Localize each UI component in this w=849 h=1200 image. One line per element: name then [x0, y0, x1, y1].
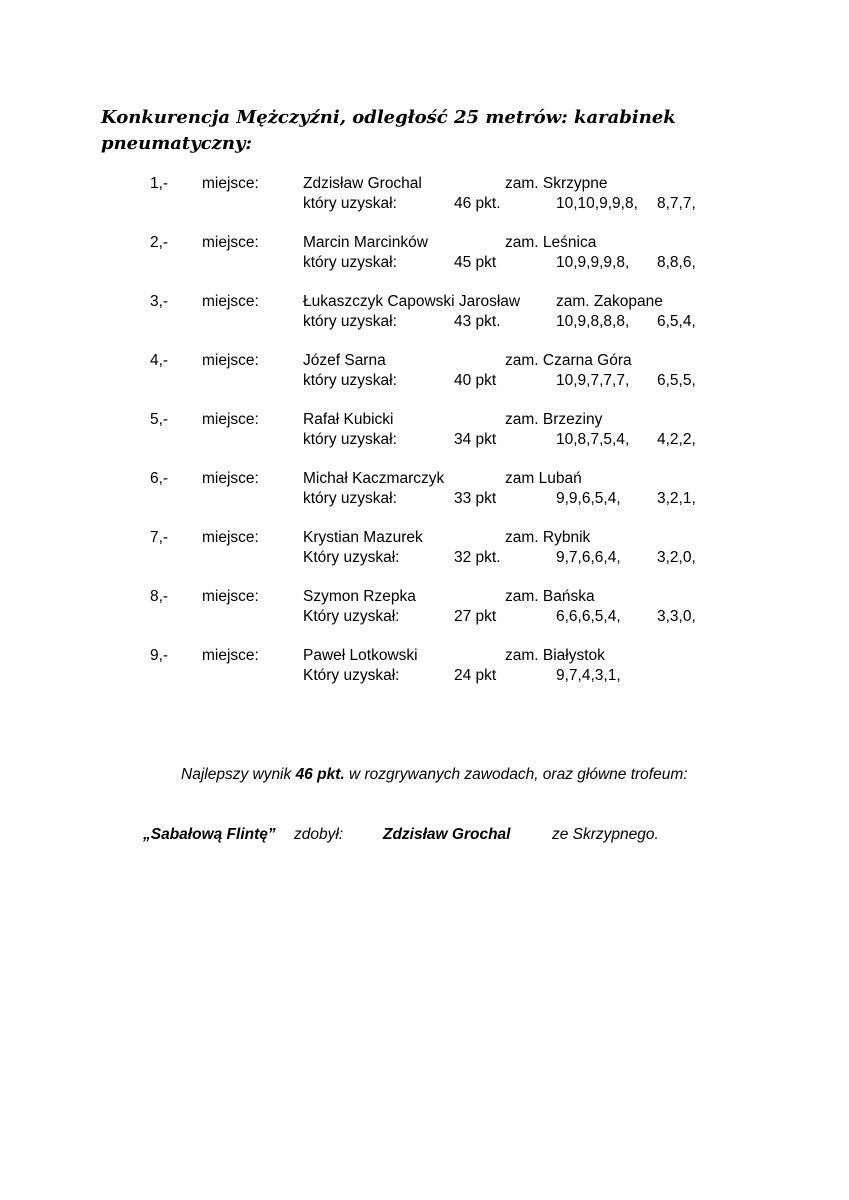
scores-first: 9,7,6,6,4,: [556, 549, 621, 566]
score-label: który uzyskał:: [303, 372, 397, 389]
scores-first: 6,6,6,5,4,: [556, 608, 621, 625]
hometown: zam. Rybnik: [505, 529, 591, 546]
scores-first: 9,7,4,3,1,: [556, 667, 621, 684]
rank: 1,-: [150, 175, 169, 192]
hometown: zam. Białystok: [505, 647, 605, 664]
scores-second: 6,5,5,: [657, 372, 696, 389]
competitor-name: Szymon Rzepka: [303, 588, 416, 605]
rank: 2,-: [150, 234, 169, 251]
result-entry: [0, 528, 849, 587]
place-label: miejsce:: [202, 411, 259, 428]
document-heading: [101, 105, 741, 157]
points: 32 pkt.: [454, 549, 501, 566]
hometown: zam. Leśnica: [505, 234, 597, 251]
score-label: który uzyskał:: [303, 195, 397, 212]
scores-second: 3,2,0,: [657, 549, 696, 566]
competitor-name: Zdzisław Grochal: [303, 175, 422, 192]
hometown: zam. Brzeziny: [505, 411, 603, 428]
result-entry: [0, 410, 849, 469]
competitor-name: Michał Kaczmarczyk: [303, 470, 445, 487]
result-entry: [0, 292, 849, 351]
rank: 7,-: [150, 529, 169, 546]
rank: 5,-: [150, 411, 169, 428]
place-label: miejsce:: [202, 352, 259, 369]
scores-first: 10,9,8,8,8,: [556, 313, 630, 330]
rank: 8,-: [150, 588, 169, 605]
scores-second: 4,2,2,: [657, 431, 696, 448]
points: 45 pkt: [454, 254, 497, 271]
competitor-name: Krystian Mazurek: [303, 529, 423, 546]
competitor-name: Józef Sarna: [303, 352, 386, 369]
result-entry: [0, 587, 849, 646]
best-result-line: [181, 765, 688, 785]
rank: 4,-: [150, 352, 169, 369]
score-label: Który uzyskał:: [303, 667, 400, 684]
place-label: miejsce:: [202, 293, 259, 310]
points: 33 pkt: [454, 490, 497, 507]
scores-second: 3,3,0,: [657, 608, 696, 625]
points: 24 pkt: [454, 667, 497, 684]
competitor-name: Rafał Kubicki: [303, 411, 394, 428]
place-label: miejsce:: [202, 470, 259, 487]
best-points: 46 pkt.: [295, 766, 345, 783]
best-prefix: Najlepszy wynik: [181, 766, 296, 783]
scores-first: 10,10,9,9,8,: [556, 195, 638, 212]
place-label: miejsce:: [202, 588, 259, 605]
winner-name: Zdzisław Grochal: [383, 826, 511, 843]
hometown: zam. Skrzypne: [505, 175, 608, 192]
winner-origin: ze Skrzypnego.: [552, 826, 659, 843]
score-label: Który uzyskał:: [303, 549, 400, 566]
heading-line-1: Konkurencja Mężczyźni, odległość 25 metrów: karabinek: [101, 107, 676, 128]
rank: 9,-: [150, 647, 169, 664]
hometown: zam. Bańska: [505, 588, 595, 605]
scores-second: 3,2,1,: [657, 490, 696, 507]
hometown: zam. Zakopane: [556, 293, 663, 310]
hometown: zam Lubań: [505, 470, 582, 487]
heading-line-2: pneumatyczny:: [101, 133, 253, 154]
scores-second: 8,8,6,: [657, 254, 696, 271]
scores-first: 10,9,7,7,7,: [556, 372, 630, 389]
rank: 3,-: [150, 293, 169, 310]
hometown: zam. Czarna Góra: [505, 352, 632, 369]
trophy-name: „Sabałową Flintę”: [143, 826, 276, 843]
result-entry: [0, 351, 849, 410]
score-label: który uzyskał:: [303, 431, 397, 448]
points: 43 pkt.: [454, 313, 501, 330]
score-label: który uzyskał:: [303, 254, 397, 271]
place-label: miejsce:: [202, 647, 259, 664]
result-entry: [0, 469, 849, 528]
competitor-name: Łukaszczyk Capowski Jarosław: [303, 293, 521, 310]
competitor-name: Paweł Lotkowski: [303, 647, 418, 664]
place-label: miejsce:: [202, 234, 259, 251]
result-entry: [0, 646, 849, 705]
scores-first: 9,9,6,5,4,: [556, 490, 621, 507]
place-label: miejsce:: [202, 175, 259, 192]
rank: 6,-: [150, 470, 169, 487]
points: 40 pkt: [454, 372, 497, 389]
best-suffix: w rozgrywanych zawodach, oraz główne trofeum:: [344, 766, 688, 783]
scores-second: 6,5,4,: [657, 313, 696, 330]
points: 34 pkt: [454, 431, 497, 448]
results-list: [0, 174, 849, 705]
competitor-name: Marcin Marcinków: [303, 234, 428, 251]
points: 46 pkt.: [454, 195, 501, 212]
trophy-verb: zdobył:: [294, 826, 344, 843]
result-entry: [0, 233, 849, 292]
result-entry: [0, 174, 849, 233]
points: 27 pkt: [454, 608, 497, 625]
score-label: Który uzyskał:: [303, 608, 400, 625]
scores-first: 10,9,9,9,8,: [556, 254, 630, 271]
place-label: miejsce:: [202, 529, 259, 546]
scores-second: 8,7,7,: [657, 195, 696, 212]
score-label: który uzyskał:: [303, 313, 397, 330]
score-label: który uzyskał:: [303, 490, 397, 507]
scores-first: 10,8,7,5,4,: [556, 431, 630, 448]
